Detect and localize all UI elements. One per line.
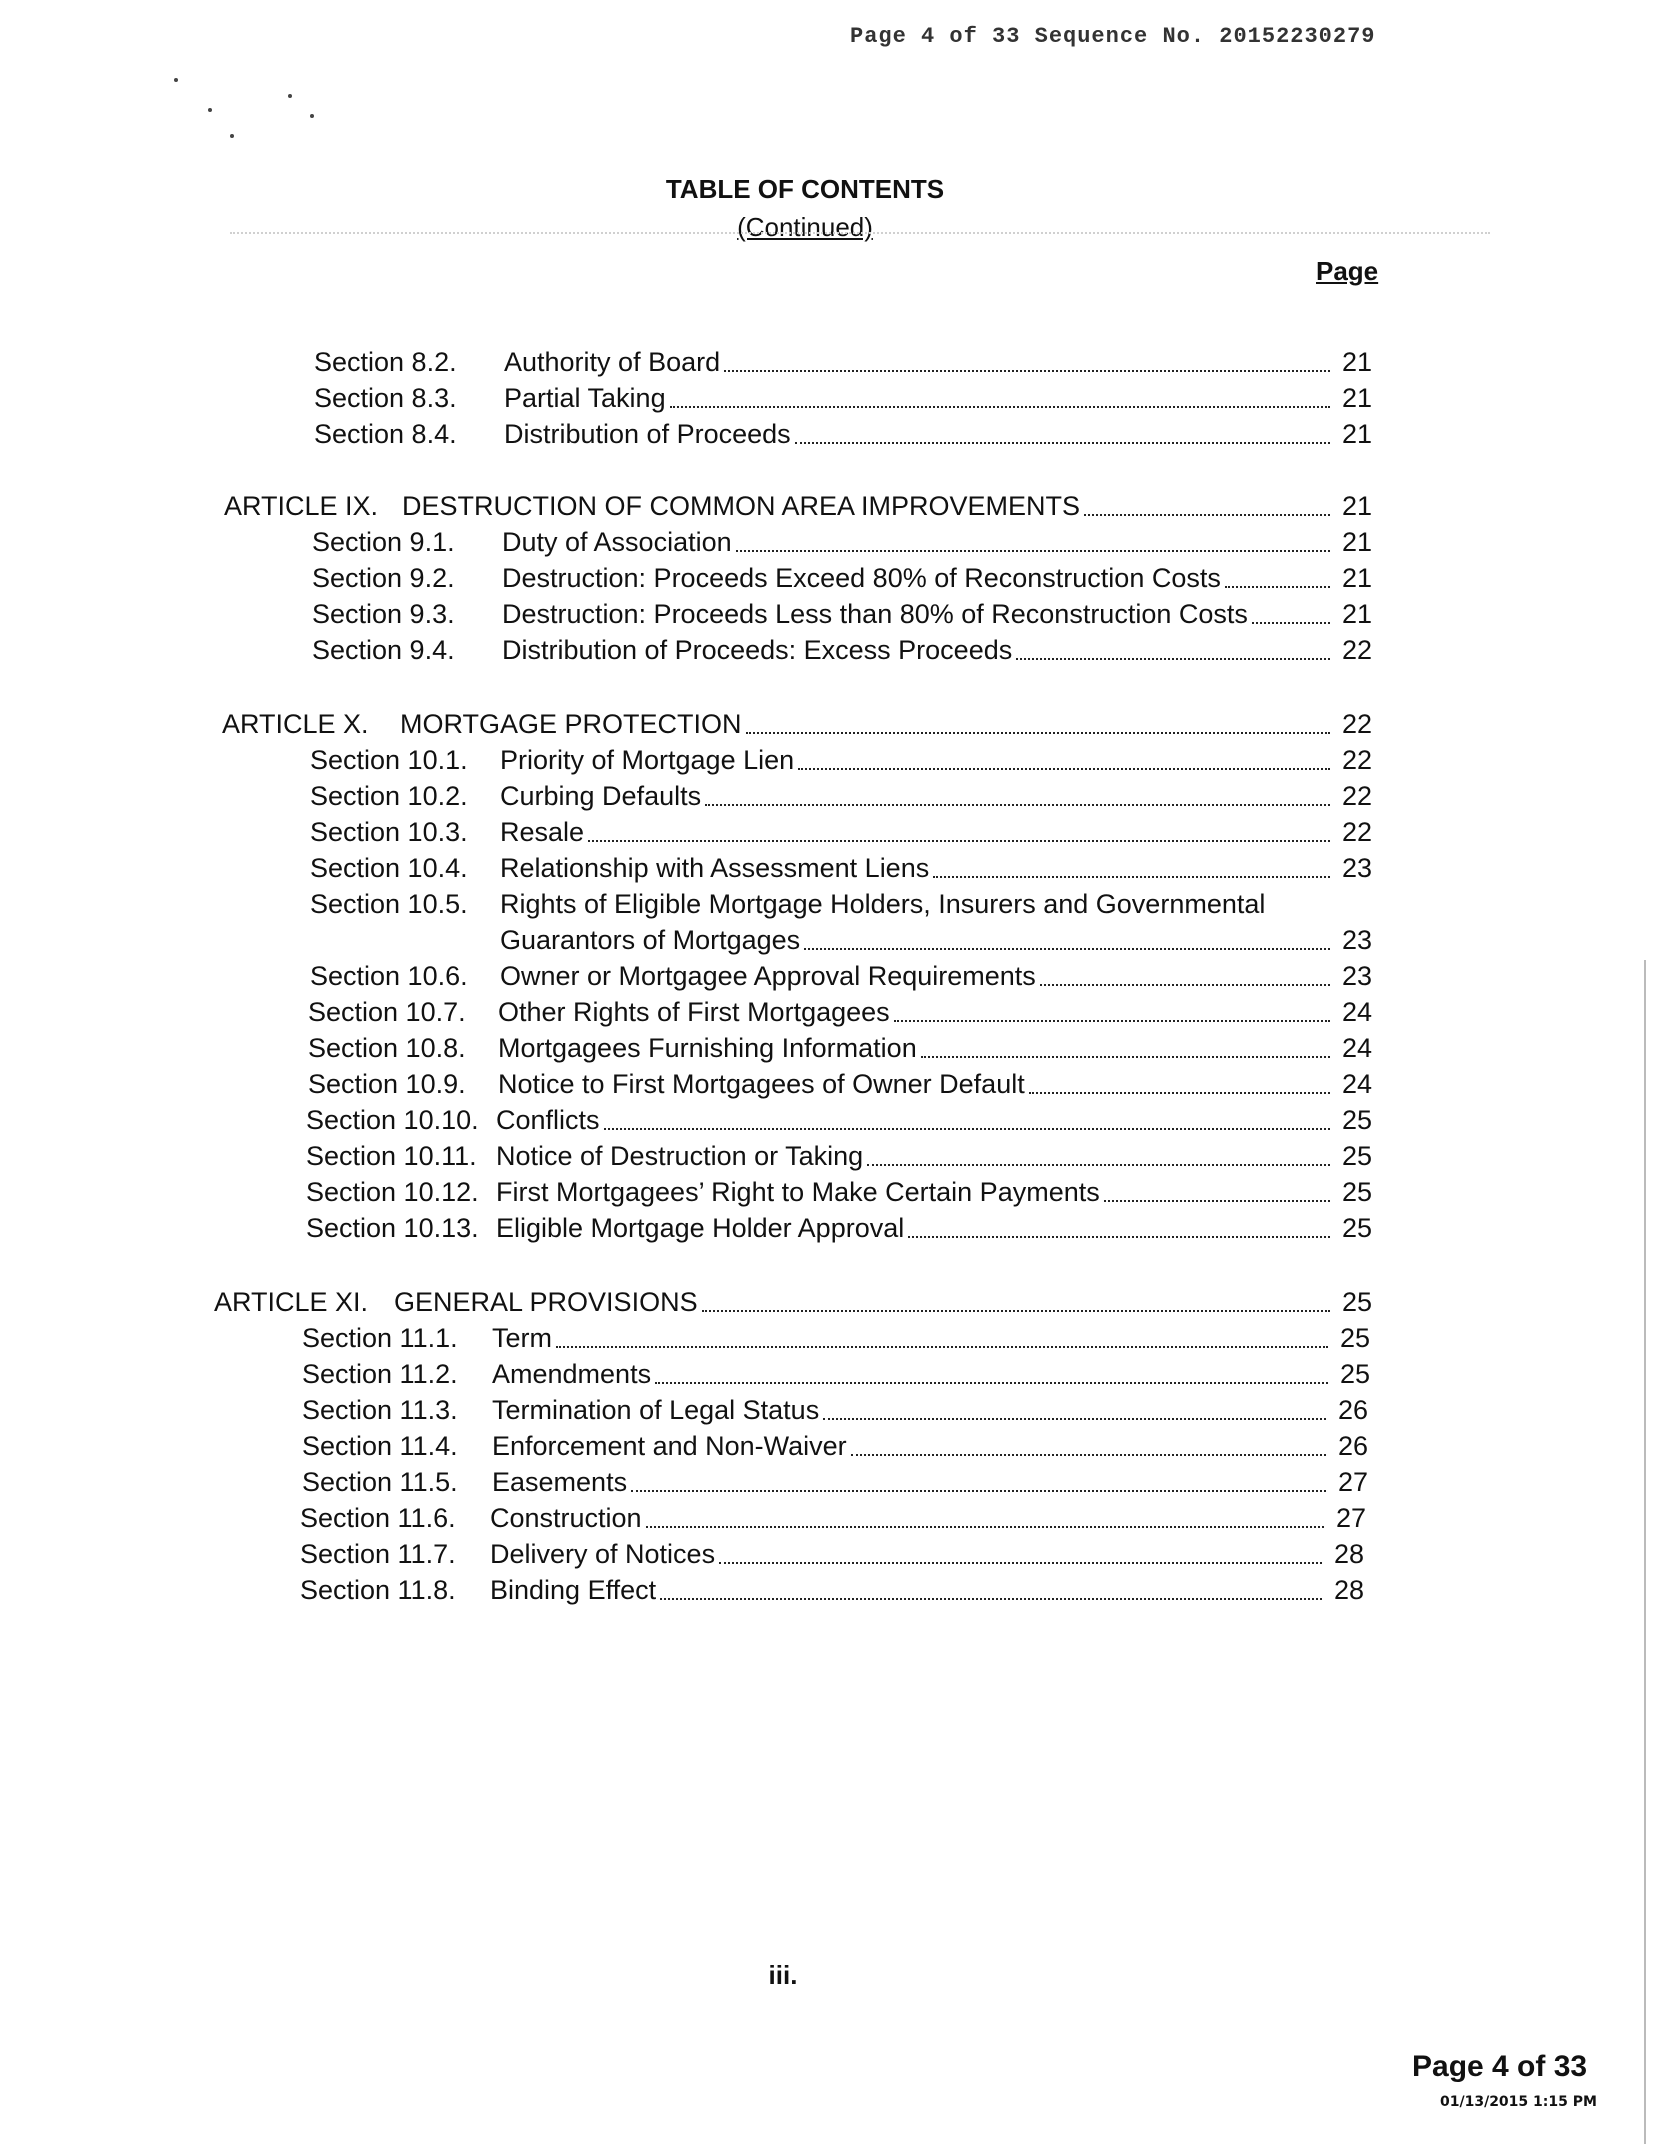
toc-entry-number: Section 11.4.	[302, 1431, 458, 1461]
scan-speck	[310, 114, 314, 118]
toc-entry-title: DESTRUCTION OF COMMON AREA IMPROVEMENTS	[402, 491, 1081, 521]
toc-entry[interactable]	[308, 1030, 1372, 1066]
leader-dots	[655, 1382, 1328, 1384]
toc-entry-title: Term	[492, 1323, 552, 1353]
toc-entry-title: Resale	[500, 817, 585, 847]
toc-entry-title: GENERAL PROVISIONS	[394, 1287, 698, 1317]
toc-entry-page: 23	[1341, 961, 1372, 991]
toc-entry-page: 24	[1341, 1033, 1372, 1063]
toc-entry-title: Conflicts	[496, 1105, 600, 1135]
toc-entry-title: Destruction: Proceeds Less than 80% of Reconstruction Costs	[502, 599, 1248, 629]
leader-dots	[1016, 658, 1330, 660]
scan-speck	[208, 108, 212, 112]
toc-entry-number: Section 8.2.	[314, 347, 457, 377]
toc-entry-number: Section 11.7.	[300, 1539, 456, 1569]
toc-entry-number: Section 10.13.	[306, 1213, 479, 1243]
toc-entry-page: 22	[1341, 745, 1372, 775]
toc-entry[interactable]	[300, 1572, 1364, 1608]
toc-entry-title: Termination of Legal Status	[492, 1395, 820, 1425]
leader-dots	[798, 768, 1330, 770]
toc-entry-title: Distribution of Proceeds: Excess Proceeds	[502, 635, 1013, 665]
toc-entry-number: Section 9.3.	[312, 599, 455, 629]
toc-entry[interactable]	[300, 1536, 1364, 1572]
toc-subtitle: (Continued)	[737, 212, 873, 242]
toc-entry[interactable]	[302, 1356, 1370, 1392]
toc-entry-number: Section 10.8.	[308, 1033, 466, 1063]
toc-entry[interactable]	[314, 380, 1372, 416]
toc-entry-page: 21	[1341, 383, 1372, 413]
toc-entry-title: MORTGAGE PROTECTION	[400, 709, 742, 739]
toc-entry-number: Section 10.7.	[308, 997, 466, 1027]
toc-entry-title-continued: Guarantors of Mortgages	[500, 925, 801, 955]
leader-dots	[646, 1526, 1324, 1528]
leader-dots	[660, 1598, 1322, 1600]
toc-entry-page: 25	[1341, 1177, 1372, 1207]
toc-entry-page: 25	[1341, 1105, 1372, 1135]
toc-entry-page: 25	[1339, 1359, 1370, 1389]
header-sequence: Page 4 of 33 Sequence No. 20152230279	[850, 24, 1376, 49]
toc-entry-title: First Mortgagees’ Right to Make Certain Payments	[496, 1177, 1100, 1207]
toc-entry-page: 22	[1341, 817, 1372, 847]
toc-entry-continuation[interactable]	[500, 922, 1372, 958]
leader-dots	[1104, 1200, 1330, 1202]
leader-dots	[851, 1454, 1326, 1456]
toc-entry-number: Section 9.1.	[312, 527, 455, 557]
scan-dotted-line	[230, 232, 1490, 234]
toc-entry-title: Relationship with Assessment Liens	[500, 853, 930, 883]
toc-entry[interactable]	[302, 1392, 1368, 1428]
toc-entry-title: Authority of Board	[504, 347, 721, 377]
leader-dots	[823, 1418, 1326, 1420]
leader-dots	[1225, 586, 1330, 588]
toc-entry-page: 21	[1341, 491, 1372, 521]
toc-entry-number: Section 11.3.	[302, 1395, 458, 1425]
toc-entry[interactable]	[310, 958, 1372, 994]
toc-entry-page: 26	[1337, 1431, 1368, 1461]
toc-entry[interactable]	[312, 632, 1372, 668]
toc-entry-title: Partial Taking	[504, 383, 666, 413]
toc-entry-title: Mortgagees Furnishing Information	[498, 1033, 917, 1063]
toc-entry-number: Section 11.2.	[302, 1359, 458, 1389]
toc-entry-page: 25	[1339, 1323, 1370, 1353]
toc-article-entry[interactable]	[222, 706, 1372, 742]
toc-entry-title: Amendments	[492, 1359, 652, 1389]
leader-dots	[719, 1562, 1322, 1564]
toc-entry-title: Construction	[490, 1503, 642, 1533]
toc-entry[interactable]	[310, 814, 1372, 850]
toc-entry-page: 22	[1341, 709, 1372, 739]
leader-dots	[705, 804, 1330, 806]
toc-entry-title: Priority of Mortgage Lien	[500, 745, 795, 775]
toc-entry-number: Section 10.4.	[310, 853, 468, 883]
toc-entry-title: Delivery of Notices	[490, 1539, 716, 1569]
toc-entry-title: Duty of Association	[502, 527, 732, 557]
toc-entry-number: Section 10.10.	[306, 1105, 479, 1135]
toc-entry[interactable]	[302, 1428, 1368, 1464]
toc-entry-page: 27	[1335, 1503, 1366, 1533]
toc-title: TABLE OF CONTENTS	[665, 174, 945, 204]
toc-entry[interactable]	[302, 1464, 1368, 1500]
toc-entry-page: 26	[1337, 1395, 1368, 1425]
toc-entry-number: Section 11.8.	[300, 1575, 456, 1605]
toc-entry-page: 21	[1341, 419, 1372, 449]
toc-entry-title: Distribution of Proceeds	[504, 419, 791, 449]
page-number-roman: iii.	[768, 1960, 798, 1990]
toc-entry-page: 22	[1341, 781, 1372, 811]
toc-entry-page: 24	[1341, 1069, 1372, 1099]
toc-entry-title: Destruction: Proceeds Exceed 80% of Reconstruction Costs	[502, 563, 1221, 593]
leader-dots	[588, 840, 1330, 842]
toc-entry-number: Section 11.6.	[300, 1503, 456, 1533]
toc-entry-title: Notice of Destruction or Taking	[496, 1141, 864, 1171]
toc-entry-title: Curbing Defaults	[500, 781, 702, 811]
leader-dots	[894, 1020, 1330, 1022]
leader-dots	[631, 1490, 1326, 1492]
toc-entry-multiline[interactable]	[310, 886, 1372, 922]
leader-dots	[670, 406, 1330, 408]
toc-entry[interactable]	[314, 344, 1372, 380]
toc-entry[interactable]	[312, 560, 1372, 596]
toc-entry-title: Rights of Eligible Mortgage Holders, Insurers and Governmental	[500, 889, 1266, 919]
scan-speck	[288, 94, 292, 98]
leader-dots	[933, 876, 1330, 878]
toc-entry-page: 24	[1341, 997, 1372, 1027]
footer-page-count: Page 4 of 33	[1412, 2050, 1588, 2083]
toc-entry-page: 23	[1341, 925, 1372, 955]
toc-entry-page: 23	[1341, 853, 1372, 883]
toc-entry-number: Section 10.9.	[308, 1069, 466, 1099]
leader-dots	[921, 1056, 1330, 1058]
toc-entry-number: Section 9.4.	[312, 635, 455, 665]
scan-edge-line	[1644, 960, 1646, 2144]
leader-dots	[908, 1236, 1330, 1238]
toc-entry-page: 28	[1333, 1575, 1364, 1605]
toc-entry-page: 21	[1341, 563, 1372, 593]
toc-entry-page: 25	[1341, 1213, 1372, 1243]
toc-entry[interactable]	[310, 778, 1372, 814]
toc-article-entry[interactable]	[214, 1284, 1372, 1320]
toc-entry-title: Owner or Mortgagee Approval Requirements	[500, 961, 1036, 991]
toc-entry-page: 21	[1341, 527, 1372, 557]
toc-entry-number: Section 8.3.	[314, 383, 457, 413]
toc-entry-number: ARTICLE IX.	[224, 491, 379, 521]
toc-entry[interactable]	[312, 596, 1372, 632]
toc-entry[interactable]	[300, 1500, 1366, 1536]
toc-entry-number: Section 10.11.	[306, 1141, 477, 1171]
toc-entry[interactable]	[306, 1138, 1372, 1174]
toc-entry-number: Section 10.1.	[310, 745, 468, 775]
toc-entry[interactable]	[306, 1174, 1372, 1210]
footer-timestamp: 01/13/2015 1:15 PM	[1440, 2094, 1597, 2110]
toc-entry-page: 27	[1337, 1467, 1368, 1497]
toc-entry-title: Notice to First Mortgagees of Owner Default	[498, 1069, 1025, 1099]
toc-entry[interactable]	[308, 1066, 1372, 1102]
toc-entry-page: 21	[1341, 347, 1372, 377]
toc-entry-title: Eligible Mortgage Holder Approval	[496, 1213, 905, 1243]
toc-entry-title: Easements	[492, 1467, 628, 1497]
toc-entry[interactable]	[310, 850, 1372, 886]
toc-entry-page: 25	[1341, 1287, 1372, 1317]
toc-entry-number: Section 11.1.	[302, 1323, 458, 1353]
toc-entry-number: ARTICLE X.	[222, 709, 369, 739]
leader-dots	[1029, 1092, 1330, 1094]
leader-dots	[736, 550, 1330, 552]
toc-entry-page: 28	[1333, 1539, 1364, 1569]
toc-entry[interactable]	[310, 742, 1372, 778]
toc-entry-number: ARTICLE XI.	[214, 1287, 369, 1317]
scan-speck	[230, 134, 234, 138]
toc-entry-number: Section 10.12.	[306, 1177, 479, 1207]
toc-entry-number: Section 8.4.	[314, 419, 457, 449]
toc-entry-title: Enforcement and Non-Waiver	[492, 1431, 847, 1461]
leader-dots	[1252, 622, 1330, 624]
toc-entry[interactable]	[306, 1210, 1372, 1246]
toc-entry[interactable]	[312, 524, 1372, 560]
toc-entry-page: 22	[1341, 635, 1372, 665]
toc-article-entry[interactable]	[224, 488, 1372, 524]
leader-dots	[804, 948, 1330, 950]
toc-entry-title: Other Rights of First Mortgagees	[498, 997, 890, 1027]
leader-dots	[724, 370, 1330, 372]
toc-entry[interactable]	[302, 1320, 1370, 1356]
toc-entry-title: Binding Effect	[490, 1575, 657, 1605]
leader-dots	[1084, 514, 1330, 516]
toc-entry-number: Section 10.6.	[310, 961, 468, 991]
page-column-label: Page	[1316, 256, 1379, 286]
scan-speck	[174, 78, 178, 82]
leader-dots	[702, 1310, 1330, 1312]
leader-dots	[795, 442, 1330, 444]
toc-entry[interactable]	[306, 1102, 1372, 1138]
toc-entry[interactable]	[308, 994, 1372, 1030]
leader-dots	[867, 1164, 1330, 1166]
toc-entry-number: Section 9.2.	[312, 563, 455, 593]
leader-dots	[746, 732, 1330, 734]
leader-dots	[604, 1128, 1330, 1130]
toc-entry-page: 21	[1341, 599, 1372, 629]
toc-entry-number: Section 11.5.	[302, 1467, 458, 1497]
leader-dots	[556, 1346, 1328, 1348]
toc-entry-number: Section 10.3.	[310, 817, 468, 847]
toc-entry-number: Section 10.2.	[310, 781, 468, 811]
leader-dots	[1040, 984, 1330, 986]
toc-entry-number: Section 10.5.	[310, 889, 468, 919]
toc-entry-page: 25	[1341, 1141, 1372, 1171]
toc-entry[interactable]	[314, 416, 1372, 452]
